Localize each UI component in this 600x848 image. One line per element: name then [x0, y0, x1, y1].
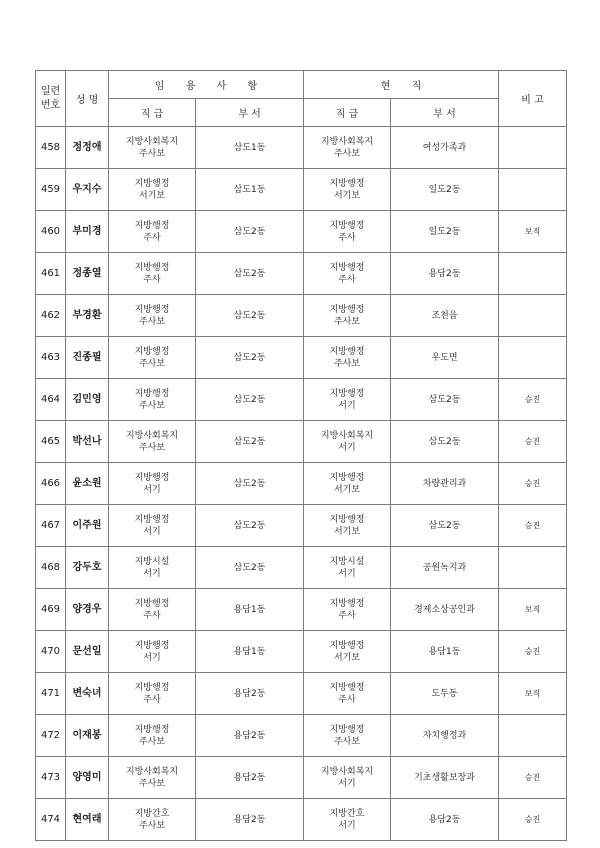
name-cell: 우지수 — [66, 169, 109, 211]
remarks-cell — [499, 295, 567, 337]
table-row — [36, 211, 567, 253]
remarks-cell: 승진 — [499, 799, 567, 841]
appointment-dept-cell: 삼도2동 — [196, 421, 304, 463]
appointment-rank-cell: 지방행정 서기 — [109, 463, 196, 505]
appointment-dept-cell: 삼도2동 — [196, 379, 304, 421]
current-rank-cell: 지방행정 주사보 — [304, 295, 391, 337]
table-row — [36, 463, 567, 505]
current-rank-cell: 지방행정 주사 — [304, 211, 391, 253]
name-cell: 문선일 — [66, 631, 109, 673]
current-dept-cell: 우도면 — [391, 337, 499, 379]
current-dept-cell: 여성가족과 — [391, 127, 499, 169]
current-rank-cell: 지방간호 서기 — [304, 799, 391, 841]
current-rank-cell: 지방행정 서기보 — [304, 631, 391, 673]
current-dept-cell: 일도2동 — [391, 169, 499, 211]
serial-number-cell: 472 — [36, 715, 66, 757]
table-row — [36, 127, 567, 169]
appointment-dept-cell: 삼도2동 — [196, 211, 304, 253]
current-rank-cell: 지방시설 서기 — [304, 547, 391, 589]
name-cell: 강두호 — [66, 547, 109, 589]
appointment-dept-cell: 삼도1동 — [196, 127, 304, 169]
current-rank-cell: 지방행정 주사 — [304, 253, 391, 295]
appointment-dept-cell: 용담1동 — [196, 589, 304, 631]
appointment-rank-cell: 지방시설 서기 — [109, 547, 196, 589]
remarks-cell: 승진 — [499, 505, 567, 547]
serial-number-cell: 474 — [36, 799, 66, 841]
appointment-rank-cell: 지방행정 주사보 — [109, 379, 196, 421]
appointment-rank-cell: 지방행정 주사보 — [109, 715, 196, 757]
name-cell: 정정애 — [66, 127, 109, 169]
current-rank-cell: 지방행정 서기보 — [304, 169, 391, 211]
current-dept-cell: 삼도2동 — [391, 379, 499, 421]
serial-number-cell: 461 — [36, 253, 66, 295]
current-rank-cell: 지방행정 서기보 — [304, 463, 391, 505]
name-cell: 윤소원 — [66, 463, 109, 505]
remarks-cell — [499, 253, 567, 295]
appointment-dept-cell: 삼도2동 — [196, 505, 304, 547]
table-body — [36, 127, 567, 841]
remarks-cell — [499, 715, 567, 757]
name-cell: 김민영 — [66, 379, 109, 421]
remarks-header: 비 고 — [499, 71, 567, 127]
appointment-rank-cell: 지방행정 주사보 — [109, 337, 196, 379]
current-rank-cell: 지방행정 서기보 — [304, 505, 391, 547]
table-row — [36, 421, 567, 463]
appointment-dept-cell: 용담2동 — [196, 757, 304, 799]
appointment-rank-cell: 지방간호 주사보 — [109, 799, 196, 841]
table-row — [36, 589, 567, 631]
name-cell: 현여래 — [66, 799, 109, 841]
current-dept-cell: 용담2동 — [391, 799, 499, 841]
serial-number-cell: 462 — [36, 295, 66, 337]
serial-number-cell: 473 — [36, 757, 66, 799]
current-rank-cell: 지방행정 서기 — [304, 379, 391, 421]
remarks-cell: 승진 — [499, 757, 567, 799]
table-row — [36, 295, 567, 337]
personnel-appointment-document — [35, 70, 566, 848]
current-dept-cell: 삼도2동 — [391, 421, 499, 463]
table-row — [36, 757, 567, 799]
remarks-cell: 승진 — [499, 379, 567, 421]
name-cell: 정종열 — [66, 253, 109, 295]
remarks-cell: 보직 — [499, 589, 567, 631]
appointment-rank-cell: 지방사회복지 주사보 — [109, 421, 196, 463]
appointment-dept-cell: 삼도2동 — [196, 463, 304, 505]
current-rank-cell: 지방행정 주사 — [304, 589, 391, 631]
remarks-cell: 승진 — [499, 631, 567, 673]
current-dept-cell: 도두동 — [391, 673, 499, 715]
name-header: 성 명 — [66, 71, 109, 127]
appointment-dept-cell: 용담2동 — [196, 715, 304, 757]
current-dept-header: 부 서 — [391, 99, 499, 127]
current-dept-cell: 경제소상공인과 — [391, 589, 499, 631]
appointment-dept-cell: 삼도2동 — [196, 337, 304, 379]
serial-number-cell: 459 — [36, 169, 66, 211]
table-row — [36, 673, 567, 715]
current-rank-cell: 지방행정 주사 — [304, 673, 391, 715]
table-row — [36, 505, 567, 547]
current-dept-cell: 공원녹지과 — [391, 547, 499, 589]
name-cell: 이주원 — [66, 505, 109, 547]
name-cell: 양영미 — [66, 757, 109, 799]
table-header — [36, 71, 567, 127]
appointment-dept-header: 부 서 — [196, 99, 304, 127]
current-dept-cell: 용담2동 — [391, 253, 499, 295]
remarks-cell — [499, 127, 567, 169]
table-row — [36, 169, 567, 211]
serial-number-cell: 468 — [36, 547, 66, 589]
serial-number-cell: 470 — [36, 631, 66, 673]
current-rank-cell: 지방사회복지 서기 — [304, 421, 391, 463]
current-dept-cell: 차량관리과 — [391, 463, 499, 505]
table-row — [36, 379, 567, 421]
appointment-table — [35, 70, 567, 841]
serial-number-cell: 460 — [36, 211, 66, 253]
serial-number-cell: 471 — [36, 673, 66, 715]
appointment-rank-cell: 지방행정 주사 — [109, 589, 196, 631]
name-cell: 부경환 — [66, 295, 109, 337]
appointment-rank-cell: 지방행정 서기 — [109, 631, 196, 673]
remarks-cell — [499, 547, 567, 589]
name-cell: 박선나 — [66, 421, 109, 463]
remarks-cell — [499, 169, 567, 211]
current-dept-cell: 조천읍 — [391, 295, 499, 337]
current-rank-cell: 지방행정 주사보 — [304, 715, 391, 757]
current-rank-cell: 지방사회복지 주사보 — [304, 127, 391, 169]
appointment-rank-cell: 지방사회복지 주사보 — [109, 757, 196, 799]
table-row — [36, 547, 567, 589]
appointment-rank-cell: 지방행정 주사 — [109, 673, 196, 715]
current-dept-cell: 용담1동 — [391, 631, 499, 673]
remarks-cell: 승진 — [499, 421, 567, 463]
appointment-rank-header: 직 급 — [109, 99, 196, 127]
serial-number-cell: 465 — [36, 421, 66, 463]
remarks-cell — [499, 337, 567, 379]
table-row — [36, 799, 567, 841]
remarks-cell: 보직 — [499, 673, 567, 715]
appointment-rank-cell: 지방행정 서기 — [109, 505, 196, 547]
appointment-dept-cell: 삼도2동 — [196, 295, 304, 337]
serial-number-cell: 458 — [36, 127, 66, 169]
current-rank-cell: 지방사회복지 서기 — [304, 757, 391, 799]
serial-number-cell: 469 — [36, 589, 66, 631]
appointment-header: 임 용 사 항 — [109, 71, 304, 99]
name-cell: 진종필 — [66, 337, 109, 379]
current-dept-cell: 자치행정과 — [391, 715, 499, 757]
current-dept-cell: 기초생활보장과 — [391, 757, 499, 799]
serial-number-cell: 463 — [36, 337, 66, 379]
current-rank-header: 직 급 — [304, 99, 391, 127]
appointment-rank-cell: 지방행정 주사 — [109, 253, 196, 295]
remarks-cell: 승진 — [499, 463, 567, 505]
remarks-cell: 보직 — [499, 211, 567, 253]
serial-number-cell: 464 — [36, 379, 66, 421]
name-cell: 이재봉 — [66, 715, 109, 757]
appointment-dept-cell: 용담2동 — [196, 673, 304, 715]
serial-number-cell: 467 — [36, 505, 66, 547]
appointment-rank-cell: 지방행정 주사보 — [109, 295, 196, 337]
name-cell: 변숙녀 — [66, 673, 109, 715]
appointment-rank-cell: 지방행정 서기보 — [109, 169, 196, 211]
appointment-dept-cell: 삼도2동 — [196, 547, 304, 589]
table-row — [36, 715, 567, 757]
appointment-dept-cell: 삼도1동 — [196, 169, 304, 211]
serial-number-header: 일련 번호 — [36, 71, 66, 127]
appointment-dept-cell: 삼도2동 — [196, 253, 304, 295]
table-row — [36, 631, 567, 673]
current-dept-cell: 일도2동 — [391, 211, 499, 253]
name-cell: 부미경 — [66, 211, 109, 253]
table-row — [36, 253, 567, 295]
current-rank-cell: 지방행정 주사보 — [304, 337, 391, 379]
appointment-dept-cell: 용담1동 — [196, 631, 304, 673]
appointment-rank-cell: 지방행정 주사 — [109, 211, 196, 253]
current-dept-cell: 삼도2동 — [391, 505, 499, 547]
table-row — [36, 337, 567, 379]
current-position-header: 현 직 — [304, 71, 499, 99]
appointment-rank-cell: 지방사회복지 주사보 — [109, 127, 196, 169]
serial-number-cell: 466 — [36, 463, 66, 505]
appointment-dept-cell: 용담2동 — [196, 799, 304, 841]
name-cell: 양경우 — [66, 589, 109, 631]
